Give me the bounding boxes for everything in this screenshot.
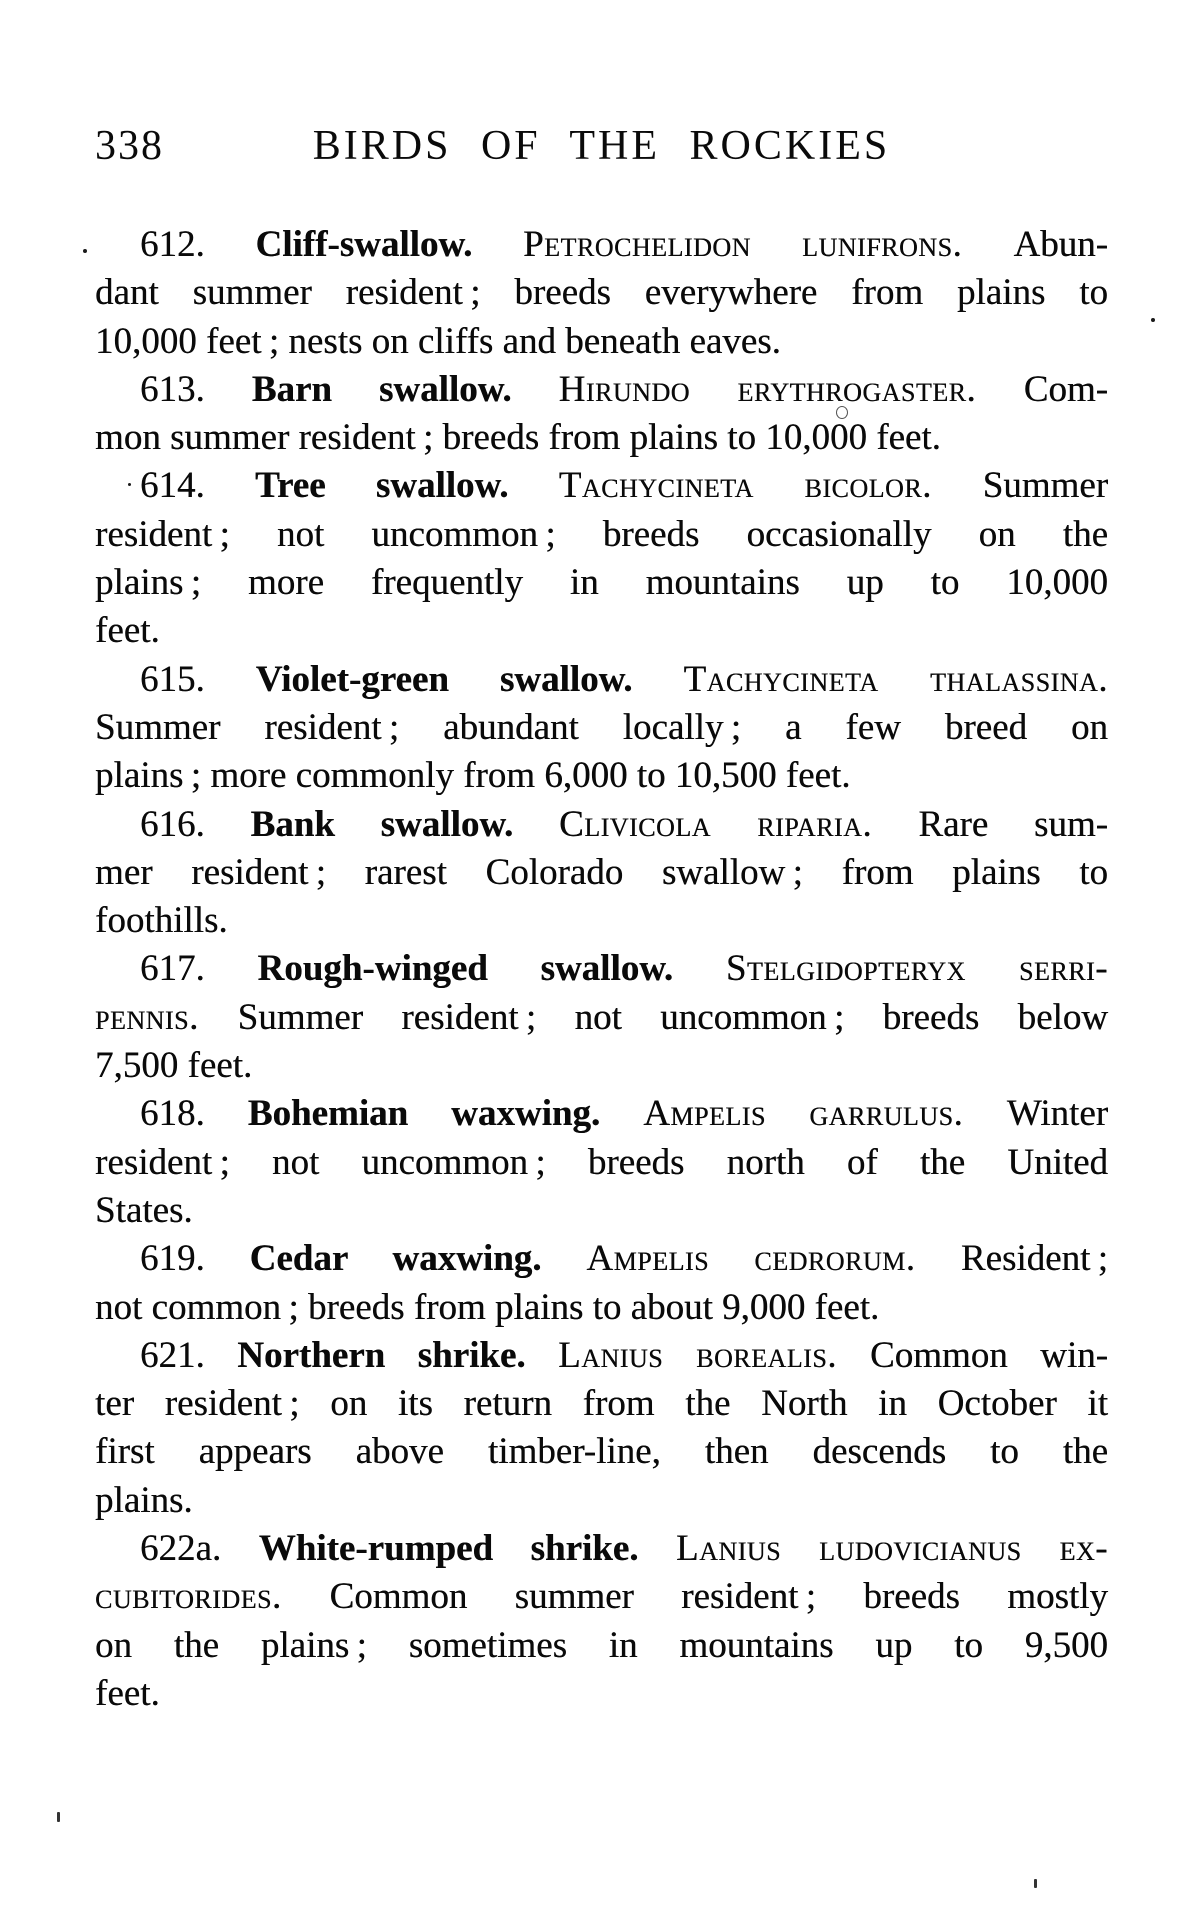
body-text: resident ; not uncommon ; breeds occasionally on the (95, 513, 1108, 555)
scientific-name: Petrochelidon lunifrons. (523, 224, 1014, 265)
text-line (95, 1187, 1108, 1235)
entry-615 (95, 656, 1108, 801)
ink-speck (57, 1812, 60, 1822)
scientific-name: Tachycineta thalassina. (683, 658, 1108, 700)
text-line (95, 1670, 1108, 1718)
text-line (95, 1332, 1108, 1380)
scientific-name: Clivicola riparia. (559, 803, 919, 845)
body-text: Common summer resident ; breeds mostly (329, 1576, 1108, 1618)
text-line (95, 945, 1108, 993)
page-header (95, 116, 1108, 176)
scientific-name: Lanius borealis. (558, 1334, 870, 1376)
text-line (95, 801, 1108, 849)
scientific-name: Ampelis cedrorum. (586, 1238, 961, 1280)
body-text: mon summer resident ; breeds from plains to 10,000 feet. (95, 417, 941, 459)
common-name: Cliff-swallow. (255, 224, 524, 265)
body-text: Abun- (1013, 224, 1108, 265)
ink-speck (836, 406, 848, 419)
text-line (95, 1284, 1108, 1332)
body-text: 615. (140, 658, 256, 700)
text-line (95, 994, 1108, 1042)
scientific-name: pennis. (95, 996, 238, 1038)
common-name: Cedar waxwing. (249, 1238, 587, 1280)
body-text: 7,500 feet. (95, 1045, 253, 1087)
text-line (95, 849, 1108, 897)
text-line (95, 704, 1108, 752)
body-text: feet. (95, 1672, 160, 1714)
scientific-name: Stelgidopteryx serri- (725, 948, 1108, 990)
body-text: first appears above timber-line, then descends to the (95, 1431, 1108, 1473)
text-line (95, 318, 1108, 366)
ink-speck (1151, 318, 1155, 322)
text-line (95, 607, 1108, 655)
common-name: Bank swallow. (250, 803, 560, 845)
body-text: 619. (140, 1238, 250, 1280)
text-line (95, 897, 1108, 945)
entry-616 (95, 801, 1108, 946)
body-text: mer resident ; rarest Colorado swallow ; from plains to (95, 851, 1108, 893)
text-line (95, 269, 1108, 317)
scientific-name: Ampelis garrulus. (643, 1093, 1007, 1135)
body-text: Summer resident ; not uncommon ; breeds below (237, 996, 1108, 1038)
scientific-name: Hirundo erythrogaster. (558, 368, 1024, 410)
body-text: dant summer resident ; breeds everywhere from plains to (95, 272, 1108, 314)
body-text: not common ; breeds from plains to about 9,000 feet. (95, 1286, 880, 1328)
body-text: Com- (1023, 368, 1108, 410)
scientific-name: Lanius ludovicianus ex- (676, 1528, 1108, 1570)
body-text: Resident ; (960, 1238, 1109, 1280)
body-text: 616. (140, 803, 251, 845)
body-text: Rare sum- (918, 803, 1108, 845)
entry-614 (95, 462, 1108, 655)
text-line (95, 1477, 1108, 1525)
text-line (95, 366, 1108, 414)
entry-617 (95, 945, 1108, 1090)
entry-613 (95, 366, 1108, 463)
body-text: on the plains ; sometimes in mountains up to 9,500 (95, 1624, 1108, 1666)
body-text: Summer resident ; abundant locally ; a few breed on (95, 706, 1108, 748)
text-line (95, 1622, 1108, 1670)
body-text: plains ; more frequently in mountains up to 10,000 (95, 562, 1108, 604)
body-text: ter resident ; on its return from the North in October it (95, 1383, 1108, 1425)
text-line (95, 1573, 1108, 1621)
text-line (95, 559, 1108, 607)
ink-speck (1034, 1879, 1037, 1888)
entry-618 (95, 1090, 1108, 1235)
text-line (95, 1139, 1108, 1187)
scientific-name: cubitorides. (95, 1576, 330, 1618)
text-line (95, 414, 1108, 462)
ink-speck (128, 483, 131, 486)
text-line (95, 1428, 1108, 1476)
body-text: foothills. (95, 900, 228, 942)
text-line (95, 1235, 1108, 1283)
body-text: 618. (140, 1093, 248, 1135)
text-line (95, 752, 1108, 800)
common-name: Barn swallow. (251, 368, 559, 410)
page-number: 338 (95, 123, 164, 169)
entry-622a (95, 1525, 1108, 1718)
body-text: 622a. (140, 1528, 259, 1570)
text-block (95, 221, 1108, 1718)
common-name: Northern shrike. (237, 1334, 559, 1376)
body-text: Winter (1006, 1093, 1109, 1135)
text-line (95, 462, 1108, 510)
scientific-name: Tachycineta bicolor. (558, 465, 983, 507)
common-name: Bohemian waxwing. (247, 1093, 644, 1135)
body-text: 621. (140, 1334, 238, 1376)
text-line (95, 1090, 1108, 1138)
text-line (95, 221, 1108, 269)
entry-619 (95, 1235, 1108, 1332)
body-text: 617. (140, 948, 258, 990)
body-text: Summer (982, 465, 1109, 507)
text-line (95, 1042, 1108, 1090)
common-name: Rough-winged swallow. (257, 948, 726, 990)
common-name: Tree swallow. (255, 465, 559, 507)
body-text: Common win- (869, 1334, 1109, 1376)
common-name: White-rumped shrike. (258, 1528, 676, 1570)
body-text: resident ; not uncommon ; breeds north of the United (95, 1141, 1108, 1183)
text-line (95, 1380, 1108, 1428)
body-text: plains. (95, 1479, 193, 1521)
body-text: States. (95, 1189, 193, 1231)
body-text: feet. (95, 610, 160, 652)
ink-speck (83, 249, 87, 253)
body-text: 10,000 feet ; nests on cliffs and beneath eaves. (95, 320, 781, 362)
body-text: 613. (140, 368, 252, 410)
entry-621 (95, 1332, 1108, 1525)
body-text: 612. (140, 224, 256, 265)
body-text: 614. (140, 465, 256, 507)
text-line (95, 656, 1108, 704)
text-line (95, 511, 1108, 559)
body-text: plains ; more commonly from 6,000 to 10,500 feet. (95, 755, 851, 797)
text-line (95, 1525, 1108, 1573)
common-name: Violet-green swallow. (255, 658, 684, 700)
entry-612 (95, 221, 1108, 366)
running-title: BIRDS OF THE ROCKIES (312, 123, 891, 169)
